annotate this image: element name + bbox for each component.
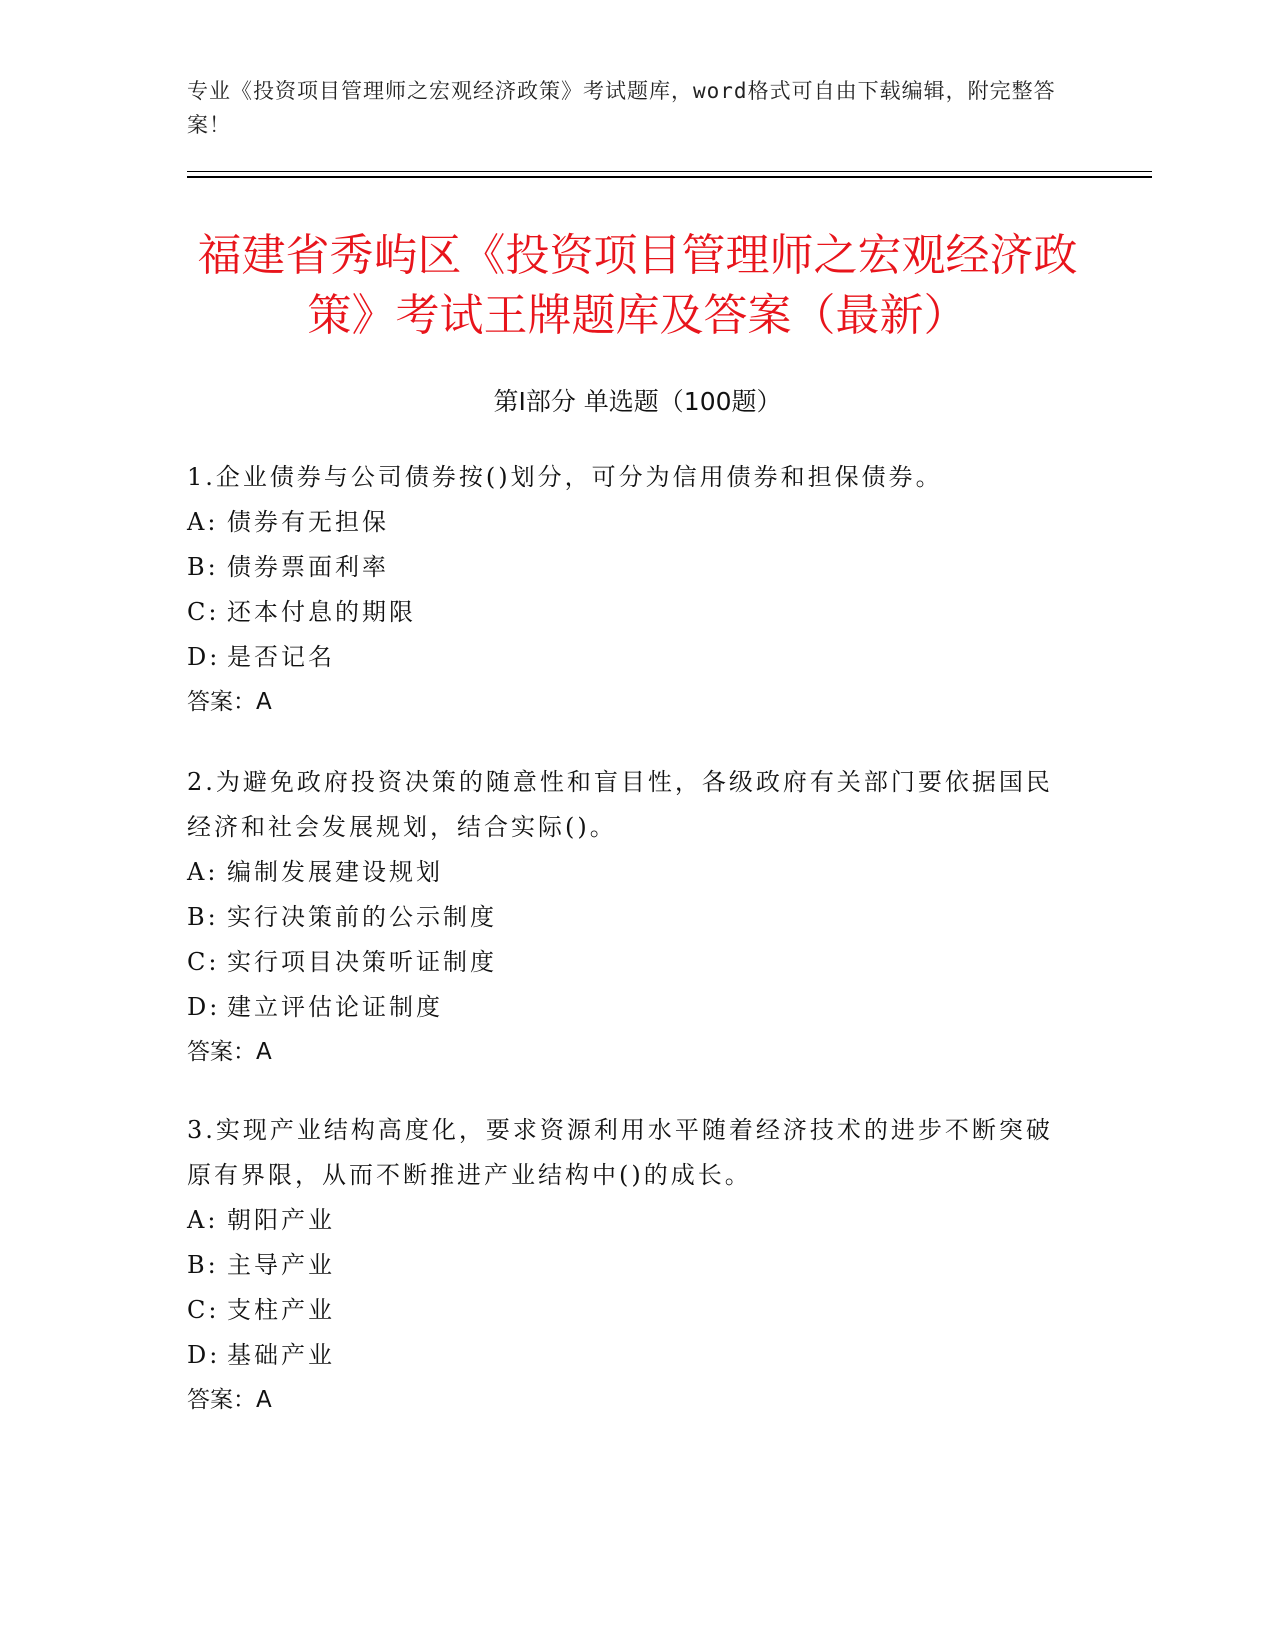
option-letter: B: — [187, 553, 219, 581]
option-a — [187, 500, 1067, 545]
option-letter: A: — [187, 858, 219, 886]
option-text: 债券有无担保 — [227, 508, 389, 536]
option-letter: D: — [187, 993, 221, 1021]
option-text: 基础产业 — [227, 1341, 335, 1369]
option-text: 朝阳产业 — [227, 1206, 335, 1234]
option-text: 实行决策前的公示制度 — [227, 903, 497, 931]
option-letter: B: — [187, 903, 219, 931]
option-text: 债券票面利率 — [227, 553, 389, 581]
question-1 — [187, 455, 1067, 725]
option-letter: B: — [187, 1251, 219, 1279]
option-a — [187, 1198, 1067, 1243]
answer-line: 答案：A — [187, 1039, 272, 1065]
option-text: 是否记名 — [227, 643, 335, 671]
option-text: 主导产业 — [227, 1251, 335, 1279]
option-b — [187, 1243, 1067, 1288]
option-letter: A: — [187, 508, 219, 536]
question-2 — [187, 760, 1067, 1075]
answer-line: 答案：A — [187, 1387, 272, 1413]
option-b — [187, 895, 1067, 940]
option-letter: A: — [187, 1206, 219, 1234]
option-d — [187, 985, 1067, 1030]
section-heading: 第Ⅰ部分 单选题（100题） — [493, 387, 782, 416]
question-stem: 3.实现产业结构高度化，要求资源利用水平随着经济技术的进步不断突破原有界限，从而不断推进产业结构中()的成长。 — [187, 1116, 1053, 1189]
question-stem: 1.企业债券与公司债券按()划分，可分为信用债券和担保债券。 — [187, 463, 943, 491]
option-letter: D: — [187, 643, 221, 671]
option-text: 实行项目决策听证制度 — [227, 948, 497, 976]
option-text: 还本付息的期限 — [227, 598, 416, 626]
option-a — [187, 850, 1067, 895]
header-note: 专业《投资项目管理师之宏观经济政策》考试题库，word格式可自由下载编辑，附完整答案！ — [187, 79, 1056, 137]
option-c — [187, 590, 1067, 635]
document-title: 福建省秀屿区《投资项目管理师之宏观经济政策》考试王牌题库及答案（最新） — [197, 230, 1078, 341]
answer-line: 答案：A — [187, 689, 272, 715]
question-stem: 2.为避免政府投资决策的随意性和盲目性，各级政府有关部门要依据国民经济和社会发展规划，结合实际()。 — [187, 768, 1053, 841]
option-text: 支柱产业 — [227, 1296, 335, 1324]
option-b — [187, 545, 1067, 590]
option-d — [187, 1333, 1067, 1378]
question-3 — [187, 1108, 1067, 1423]
option-letter: C: — [187, 948, 220, 976]
option-text: 编制发展建设规划 — [227, 858, 443, 886]
option-letter: C: — [187, 598, 220, 626]
option-d — [187, 635, 1067, 680]
header-rule-thin — [187, 171, 1152, 172]
header-rule-thick — [187, 176, 1152, 178]
option-c — [187, 940, 1067, 985]
option-text: 建立评估论证制度 — [227, 993, 443, 1021]
option-letter: D: — [187, 1341, 221, 1369]
option-letter: C: — [187, 1296, 220, 1324]
option-c — [187, 1288, 1067, 1333]
